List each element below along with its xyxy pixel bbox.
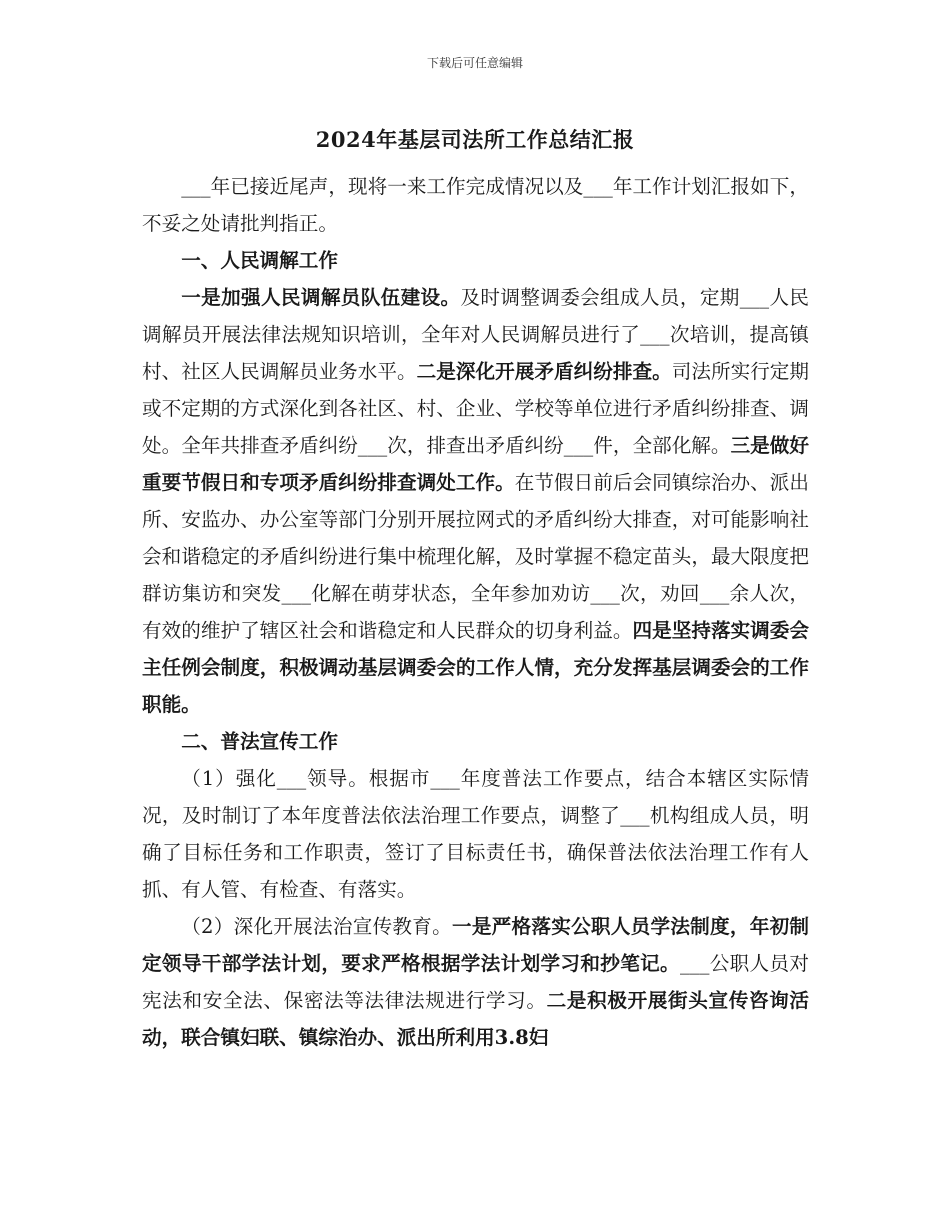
bold-point-3: 三是做好重要节假日和专项矛盾纠纷排查调处工作。 (142, 434, 810, 494)
bold-point-study: 一是严格落实公职人员学法制度，年初制定领导干部学法计划，要求严格根据学法计划学习和抄笔记。 (142, 915, 810, 975)
intro-paragraph: ___年已接近尾声，现将一来工作完成情况以及___年工作计划汇报如下，不妥之处请批判指正。 (142, 175, 809, 235)
mediation-paragraph (142, 279, 809, 723)
document-body (142, 168, 809, 1056)
page-header-note: 下载后可任意编辑 (426, 56, 523, 70)
paragraph-text: （2）深化开展法治宣传教育。 (181, 915, 452, 938)
bold-point-street: 二是积极开展街头宣传咨询活动，联合镇妇联、镇综治办、派出所利用3.8妇 (142, 989, 810, 1049)
bold-point-1: 一是加强人民调解员队伍建设。 (181, 286, 461, 309)
leadership-paragraph: （1）强化___领导。根据市___年度普法工作要点，结合本辖区实际情况，及时制订了本年度普法依法治理工作要点，调整了___机构组成人员，明确了目标任务和工作职责，签订了目标责任书，确保普法依法治理工作有人抓、有人管、有检查、有落实。 (142, 767, 809, 901)
paragraph-text: 在节假日前后会同镇综治办、派出所、安监办、办公室等部门分别开展拉网式的矛盾纠纷大排查，对可能影响社会和谐稳定的矛盾纠纷进行集中梳理化解，及时掌握不稳定苗头，最大限度把群访集访和突发___化解在萌芽状态，全年参加劝访___次，劝回___余人次，有效的维护了辖区社会和谐稳定和人民群众的切身利益。 (142, 471, 810, 642)
section-heading-mediation: 一、人民调解工作 (181, 249, 338, 272)
section-heading-legal-publicity: 二、普法宣传工作 (181, 730, 338, 753)
bold-point-4: 四是坚持落实调委会主任例会制度，积极调动基层调委会的工作人情，充分发挥基层调委会的工作职能。 (142, 619, 810, 716)
document-title: 2024年基层司法所工作总结汇报 (315, 127, 635, 152)
education-paragraph (142, 908, 809, 1056)
paragraph-text: ___公职人员对宪法和安全法、保密法等法律法规进行学习。 (142, 952, 810, 1012)
bold-point-2: 二是深化开展矛盾纠纷排查。 (416, 360, 672, 383)
paragraph-text: 司法所实行定期或不定期的方式深化到各社区、村、企业、学校等单位进行矛盾纠纷排查、调处。全年共排查矛盾纠纷___次，排查出矛盾纠纷___件，全部化解。 (142, 360, 810, 457)
paragraph-text: 及时调整调委会组成人员，定期___人民调解员开展法律法规知识培训，全年对人民调解员进行了___次培训，提高镇村、社区人民调解员业务水平。 (142, 286, 810, 383)
